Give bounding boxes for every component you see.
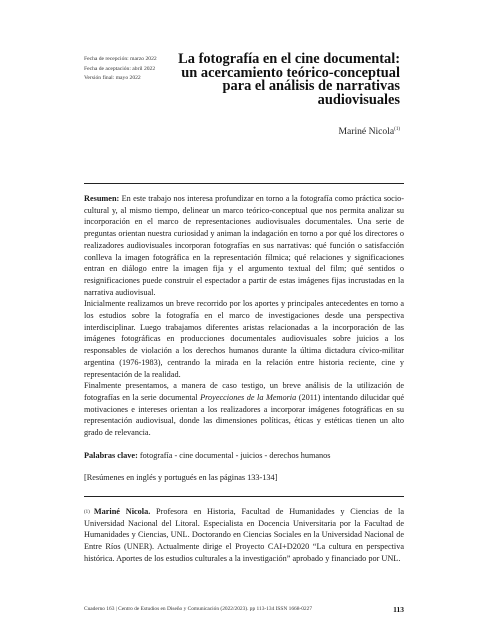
- footnote-mark: (1): [84, 510, 90, 515]
- abstract: [84, 193, 404, 439]
- abstract-paragraph-2: Inicialmente realizamos un breve recorrido por los aportes y principales antecedentes en torno a los estudios sobre la fotografía en el marco de investigaciones desde una perspectiva interdisciplinar. Luego trabajamos diferentes aristas relacionadas a la incorporación de las imágenes fotográficas en producciones documentales audiovisuales sobre juicios a los responsables de violación a los derechos humanos durante la última dictadura cívico-militar argentina (1976-1983), centrando la mirada en la relación entre historia reciente, cine y representación de la realidad.: [84, 299, 404, 379]
- bottom-divider: [84, 496, 404, 497]
- footer-citation: Cuaderno 163 | Centro de Estudios en Diseño y Comunicación (2022/2023). pp 113-134 ISSN 1668-0227: [84, 606, 313, 612]
- abstract-text-3b: (2011) intentando dilucidar qué motivaciones e intereses orientan a los realizadores a incorporar imágenes fotográficas en su representación audiovisual, donde las dimensiones políticas, éticas y estéticas tienen un alto grado de relevancia.: [84, 392, 404, 438]
- keywords-label: Palabras clave:: [84, 451, 138, 460]
- author-note-mark: (1): [394, 127, 400, 132]
- abstract-paragraph-1: [84, 193, 404, 298]
- keywords-text: fotografía - cine documental - juicios - derechos humanos: [137, 451, 331, 460]
- abstract-paragraph-3: [84, 380, 404, 439]
- page-footer: [84, 606, 404, 612]
- accepted-date: Fecha de aceptación: abril 2022: [84, 65, 156, 72]
- article-title: La fotografía en el cine documental: un acercamiento teórico-conceptual para el análisis de narrativas audiovisuales: [178, 51, 400, 108]
- footnote-text: Profesora en Historia, Facultad de Humanidades y Ciencias de la Universidad Nacional del Litoral. Especialista en Docencia Universitaria por la Facultad de Humanidades y Ciencias, UNL. Doctorando en Ciencias Sociales en la Universidad Nacional de Entre Ríos (UNER). Actualmente dirige el Proyecto CAI+D2020 “La cultura en perspectiva histórica. Aportes de los estudios culturales a la investigación” aprobado y financiado por UNL.: [84, 507, 404, 563]
- abstract-text-3a: Finalmente presentamos, a manera de caso testigo, un breve análisis de la utilización de fotografías en la serie documental: [84, 381, 404, 402]
- received-date: Fecha de recepción: marzo 2022: [84, 56, 157, 62]
- article-author: [338, 126, 400, 137]
- series-title: Proyecciones de la Memoria: [200, 392, 297, 402]
- abstract-label: Resumen:: [84, 194, 120, 203]
- author-footnote: [84, 506, 404, 565]
- keywords: [84, 450, 404, 461]
- page-number: 113: [393, 605, 404, 614]
- author-name: Mariné Nicola: [338, 126, 395, 137]
- footnote-author-name: Mariné Nicola.: [93, 507, 151, 516]
- summary-languages-note: [Resúmenes en inglés y portugués en las páginas 133-134]: [84, 473, 278, 482]
- top-divider: [84, 183, 404, 184]
- final-version-date: Versión final: mayo 2022: [84, 75, 141, 81]
- abstract-text-1: En este trabajo nos interesa profundizar en torno a la fotografía como práctica socio-cultural y, al mismo tiempo, delinear un marco teórico-conceptual que nos permita analizar su incorporación en el marco de representaciones audiovisuales documentales. Una serie de preguntas orientan nuestra curiosidad y animan la indagación en torno a por qué los directores o realizadores audiovisuales incorporan fotografías en sus narrativas: qué función o satisfacción conlleva la imagen fotográfica en la representación fílmica; qué relaciones y significaciones entran en diálogo entre la imagen fija y el argumento textual del film; qué sentidos o resignificaciones puede construir el espectador a partir de estas imágenes fijas incrustadas en la narrativa audiovisual.: [84, 194, 404, 297]
